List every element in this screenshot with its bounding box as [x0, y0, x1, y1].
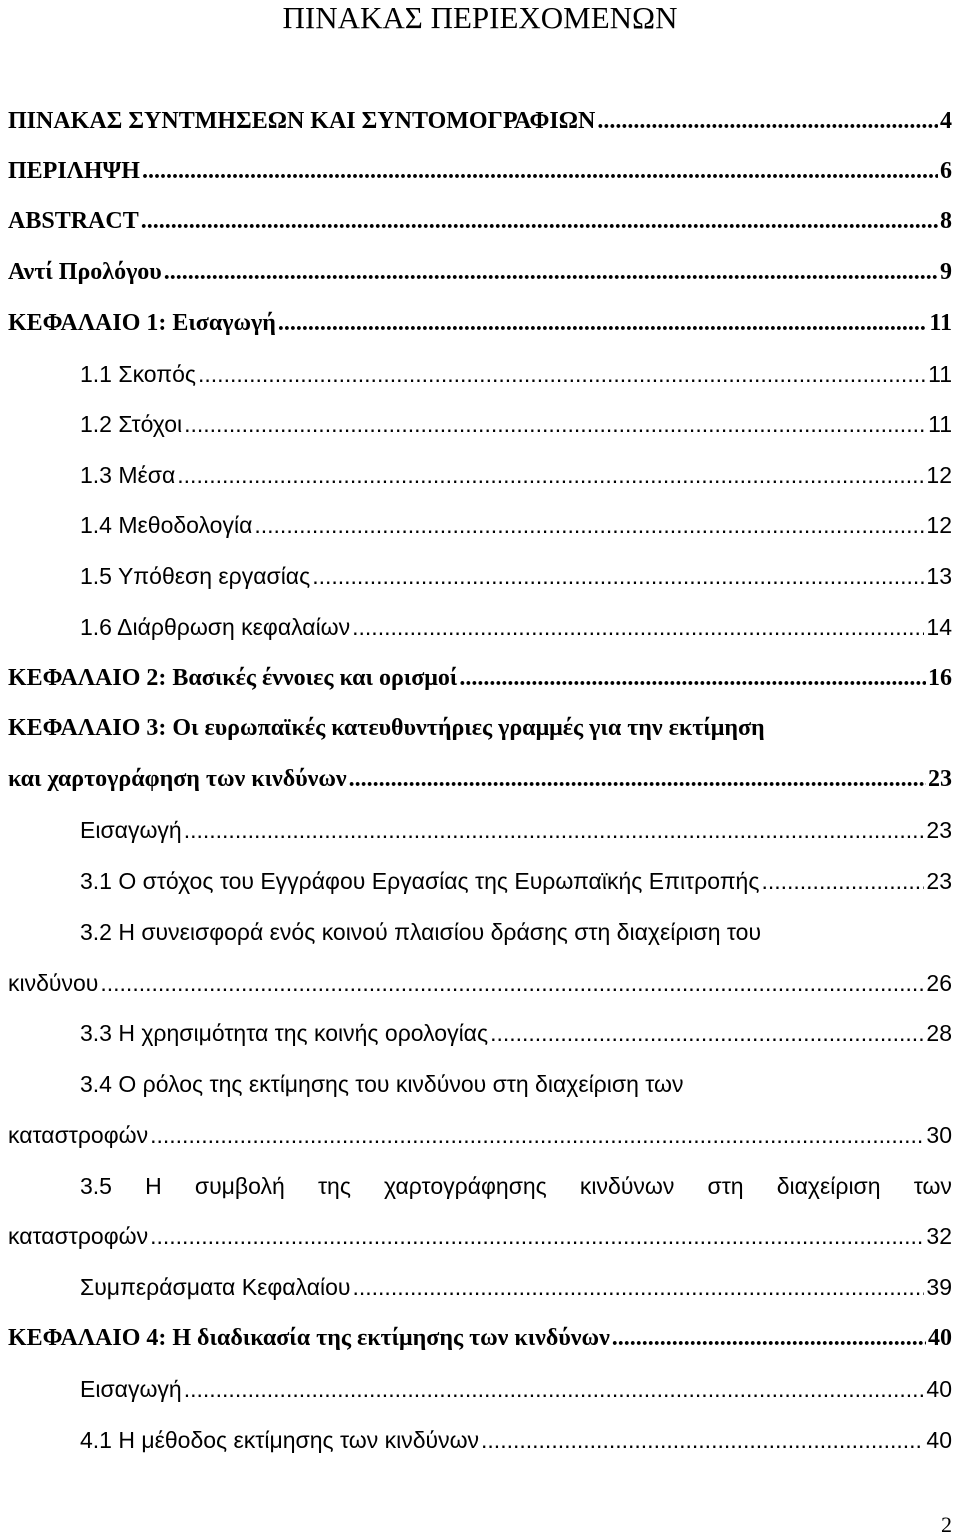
toc-entry-title: Εισαγωγή [80, 1376, 182, 1402]
toc-entry-page: 30 [926, 1122, 952, 1148]
toc-entry-page: 40 [926, 1427, 952, 1453]
leader-dots [761, 868, 924, 895]
toc-word: 3.5 [80, 1173, 112, 1199]
toc-entry[interactable] [8, 1122, 952, 1149]
leader-dots [254, 512, 924, 539]
toc-entry-page: 13 [926, 563, 952, 589]
toc-entry[interactable] [8, 208, 952, 235]
leader-dots [312, 563, 924, 590]
toc-entry-page: 8 [940, 208, 952, 234]
toc-entry[interactable] [8, 766, 952, 793]
leader-dots [184, 1376, 925, 1403]
leader-dots [164, 259, 938, 286]
toc-entry-title: ΚΕΦΑΛΑΙΟ 1: Εισαγωγή [8, 310, 276, 336]
toc-entry-title: 1.5 Υπόθεση εργασίας [80, 563, 311, 589]
toc-entry-page: 23 [926, 868, 952, 894]
page-title: ΠΙΝΑΚΑΣ ΠΕΡΙΕΧΟΜΕΝΩΝ [282, 0, 678, 35]
toc-entry-page: 16 [928, 665, 952, 691]
toc-entry-page: 40 [928, 1325, 952, 1351]
toc-entry-title-line2: καταστροφών [8, 1122, 149, 1148]
toc-entry-title-line1[interactable]: 3.2 Η συνεισφορά ενός κοινού πλαισίου δράσης στη διαχείριση του [80, 919, 762, 945]
toc-entry[interactable] [80, 1274, 952, 1301]
leader-dots [352, 614, 924, 641]
toc-word: Η [145, 1173, 162, 1199]
toc-word: κινδύνων [579, 1173, 675, 1199]
toc-entry-page: 11 [929, 310, 952, 336]
toc-entry[interactable] [80, 1020, 952, 1047]
toc-entry[interactable] [8, 259, 952, 286]
toc-entry-title: ΠΙΝΑΚΑΣ ΣΥΝΤΜΗΣΕΩΝ ΚΑΙ ΣΥΝΤΟΜΟΓΡΑΦΙΩΝ [8, 108, 596, 134]
toc-entry-title: Συμπεράσματα Κεφαλαίου [80, 1274, 351, 1300]
toc-entry-title: ΠΕΡΙΛΗΨΗ [8, 158, 140, 184]
toc-entry-page: 23 [926, 817, 952, 843]
toc-entry[interactable] [80, 614, 952, 641]
toc-word: διαχείριση [776, 1173, 881, 1199]
toc-entry-page: 6 [940, 158, 952, 184]
leader-dots [150, 1223, 924, 1250]
toc-entry[interactable] [8, 158, 952, 185]
toc-entry-page: 32 [926, 1223, 952, 1249]
toc-entry-page: 11 [928, 411, 952, 437]
leader-dots [612, 1325, 926, 1352]
leader-dots [150, 1122, 924, 1149]
leader-dots [459, 665, 926, 692]
toc-entry[interactable] [80, 868, 952, 895]
toc-entry-page: 4 [940, 108, 952, 134]
toc-entry-page: 40 [926, 1376, 952, 1402]
leader-dots [100, 970, 924, 997]
toc-entry-title: Αντί Προλόγου [8, 259, 162, 285]
toc-entry-page: 39 [926, 1274, 952, 1300]
toc-entry-page: 14 [926, 614, 952, 640]
toc-entry-page: 12 [926, 512, 952, 538]
leader-dots [352, 1274, 924, 1301]
toc-entry-page: 26 [926, 970, 952, 996]
toc-entry-title: ΚΕΦΑΛΑΙΟ 2: Βασικές έννοιες και ορισμοί [8, 665, 458, 691]
toc-word: των [913, 1173, 952, 1199]
toc-entry[interactable] [80, 563, 952, 590]
toc-entry-title: 1.6 Διάρθρωση κεφαλαίων [80, 614, 351, 640]
leader-dots [490, 1020, 924, 1047]
toc-entry-page: 11 [928, 361, 952, 387]
toc-entry-title-line1[interactable] [80, 1173, 952, 1200]
leader-dots [597, 108, 938, 135]
toc-entry-page: 23 [928, 766, 952, 792]
leader-dots [198, 361, 926, 388]
toc-entry[interactable] [80, 512, 952, 539]
toc-entry-title: 1.2 Στόχοι [80, 411, 183, 437]
leader-dots [184, 411, 926, 438]
leader-dots [184, 817, 925, 844]
toc-entry-title: 3.3 Η χρησιμότητα της κοινής ορολογίας [80, 1020, 489, 1046]
toc-entry-title: 4.1 Η μέθοδος εκτίμησης των κινδύνων [80, 1427, 480, 1453]
toc-entry[interactable] [8, 665, 952, 692]
toc-word: της [317, 1173, 351, 1199]
toc-entry-title-line1[interactable]: 3.4 Ο ρόλος της εκτίμησης του κινδύνου στη διαχείριση των [80, 1071, 684, 1097]
toc-entry-title-line2: κινδύνου [8, 970, 99, 996]
toc-entry[interactable] [80, 361, 952, 388]
toc-entry[interactable] [80, 817, 952, 844]
toc-entry-title: 1.1 Σκοπός [80, 361, 197, 387]
toc-entry-title-line2: και χαρτογράφηση των κινδύνων [8, 766, 347, 792]
leader-dots [142, 158, 938, 185]
toc-word: στη [707, 1173, 744, 1199]
toc-entry-title: 1.3 Μέσα [80, 462, 176, 488]
leader-dots [481, 1427, 924, 1454]
leader-dots [278, 310, 927, 337]
toc-entry[interactable] [80, 1376, 952, 1403]
toc-entry[interactable] [8, 310, 952, 337]
toc-entry[interactable] [8, 1223, 952, 1250]
page-number: 2 [941, 1512, 952, 1537]
toc-entry-page: 28 [926, 1020, 952, 1046]
toc-entry-title: 1.4 Μεθοδολογία [80, 512, 253, 538]
toc-word: χαρτογράφησης [384, 1173, 547, 1199]
toc-entry-page: 12 [926, 462, 952, 488]
leader-dots [349, 766, 926, 793]
toc-entry[interactable] [80, 1427, 952, 1454]
toc-entry-title-line1[interactable]: ΚΕΦΑΛΑΙΟ 3: Οι ευρωπαϊκές κατευθυντήριες γραμμές για την εκτίμηση [8, 715, 765, 741]
toc-entry-title: ABSTRACT [8, 208, 139, 234]
toc-entry-title: ΚΕΦΑΛΑΙΟ 4: Η διαδικασία της εκτίμησης των κινδύνων [8, 1325, 610, 1351]
toc-entry-title: 3.1 Ο στόχος του Εγγράφου Εργασίας της Ευρωπαϊκής Επιτροπής [80, 868, 760, 894]
toc-entry-title-line2: καταστροφών [8, 1223, 149, 1249]
toc-word: συμβολή [194, 1173, 285, 1199]
leader-dots [177, 462, 924, 489]
toc-entry-page: 9 [940, 259, 952, 285]
toc-entry-title: Εισαγωγή [80, 817, 182, 843]
toc-entry[interactable] [8, 108, 952, 135]
toc-entry[interactable] [8, 1325, 952, 1352]
toc-entry[interactable] [80, 411, 952, 438]
toc-entry[interactable] [80, 462, 952, 489]
leader-dots [141, 208, 938, 235]
toc-entry[interactable] [8, 970, 952, 997]
